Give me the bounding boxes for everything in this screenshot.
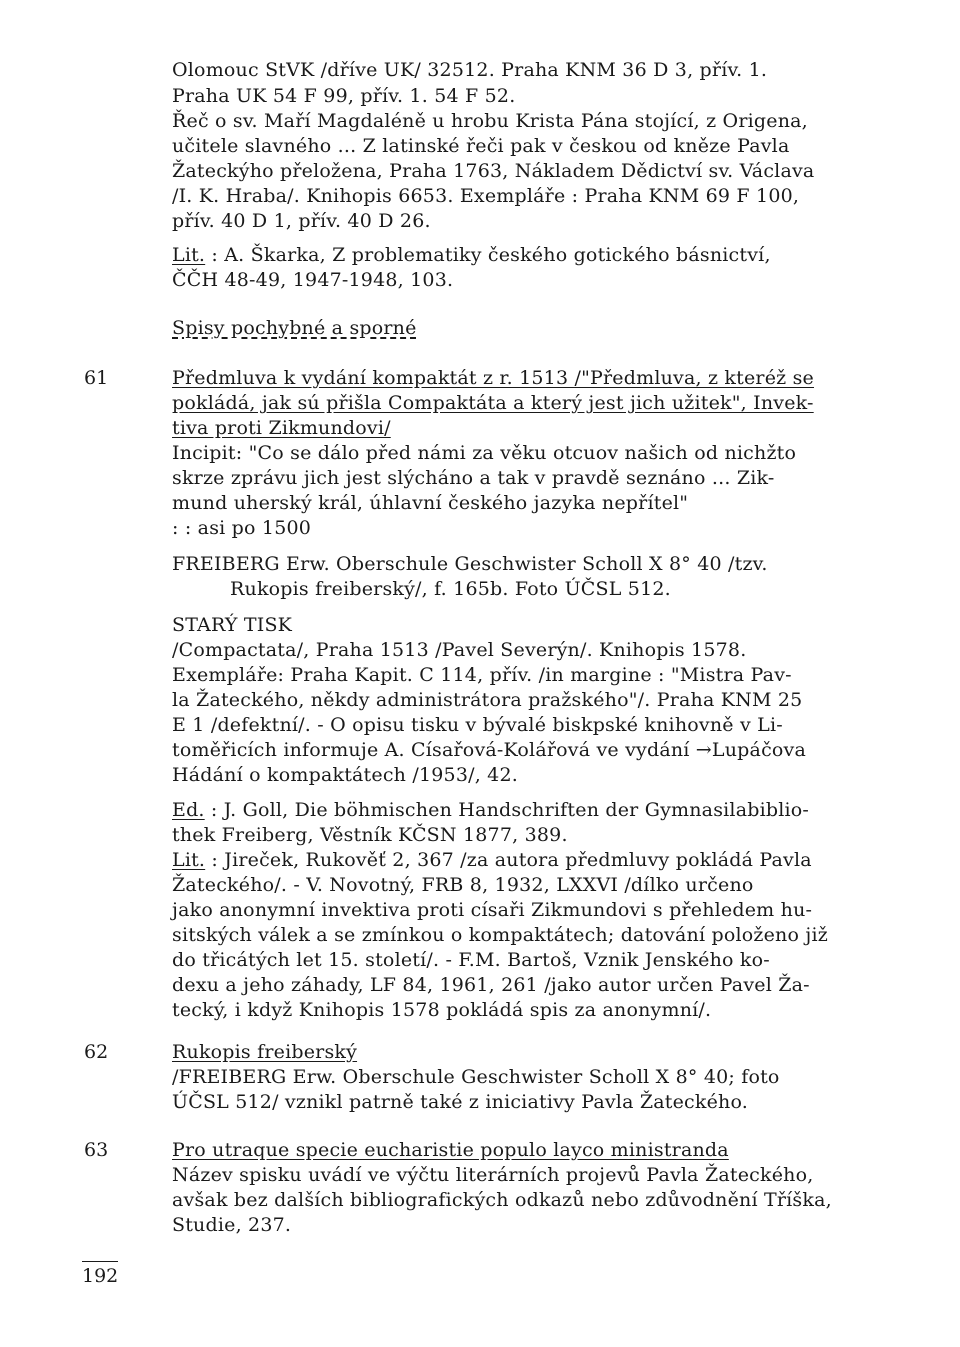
text-line: Název spisku uvádí ve výčtu literárních projevů Pavla Žateckého,	[172, 1164, 814, 1186]
text-line: ÚČSL 512/ vznikl patrně také z iniciativy Pavla Žateckého.	[172, 1091, 749, 1113]
dating-line: : : asi po 1500	[172, 517, 312, 539]
text-line: ČČH 48-49, 1947-1948, 103.	[172, 269, 454, 291]
ed-label: Ed.	[172, 799, 205, 821]
print-line: E 1 /defektní/. - O opisu tisku v bývalé biskpské knihovně v Li-	[172, 714, 783, 736]
edition-line: thek Freiberg, Věstník KČSN 1877, 389.	[172, 824, 568, 846]
entry-title: tiva proti Zikmundovi/	[172, 417, 391, 439]
text-line: /I. K. Hraba/. Knihopis 6653. Exempláře : Praha KNM 69 F 100,	[172, 185, 800, 207]
entry-title: pokládá, jak sú přišla Compaktáta a který jest jich užitek", Invek-	[172, 392, 814, 414]
incipit-line: mund uherský král, úhlavní českého jazyka nepřítel"	[172, 492, 689, 514]
text-line: Praha UK 54 F 99, přív. 1. 54 F 52.	[172, 85, 516, 107]
lit-label: Lit.	[172, 244, 206, 266]
text-line: Žateckýho přeložena, Praha 1763, Nákladem Dědictví sv. Václava	[172, 160, 815, 182]
print-line: Hádání o kompaktátech /1953/, 42.	[172, 764, 519, 786]
text-line: avšak bez dalších bibliografických odkazů nebo zdůvodnění Tříška,	[172, 1189, 832, 1211]
print-line: /Compactata/, Praha 1513 /Pavel Severýn/. Knihopis 1578.	[172, 639, 747, 661]
text-line: Studie, 237.	[172, 1214, 292, 1236]
entry-title: Rukopis freiberský	[172, 1041, 358, 1063]
print-line: toměřicích informuje A. Císařová-Kolářová ve vydání →Lupáčova	[172, 739, 807, 761]
text-line: Řeč o sv. Maří Magdaléně u hrobu Krista Pána stojící, z Origena,	[172, 110, 808, 132]
literature-line: do třicátých let 15. století/. - F.M. Bartoš, Vznik Jenského ko-	[172, 949, 770, 971]
entry-title: Předmluva k vydání kompaktát z r. 1513 /"Předmluva, z kteréž se	[172, 367, 814, 389]
text-line: /FREIBERG Erw. Oberschule Geschwister Scholl X 8° 40; foto	[172, 1066, 780, 1088]
edition-line: Ed. : J. Goll, Die böhmischen Handschriften der Gymnasilabiblio-	[172, 799, 810, 821]
entry-number: 63	[84, 1139, 109, 1161]
text-line: Olomouc StVK /dříve UK/ 32512. Praha KNM 36 D 3, přív. 1.	[172, 59, 768, 81]
print-heading: STARÝ TISK	[172, 614, 293, 636]
manuscript-line: Rukopis freiberský/, f. 165b. Foto ÚČSL 512.	[230, 578, 671, 600]
entry-title: Pro utraque specie eucharistie populo layco ministranda	[172, 1139, 729, 1161]
lit-text: : A. Škarka, Z problematiky českého gotického básnictví,	[205, 244, 771, 266]
text-line: přív. 40 D 1, přív. 40 D 26.	[172, 210, 431, 232]
print-line: Exempláře: Praha Kapit. C 114, přív. /in margine : "Mistra Pav-	[172, 664, 792, 686]
literature-line	[172, 243, 771, 268]
literature-line: dexu a jeho záhady, LF 84, 1961, 261 /jako autor určen Pavel Ža-	[172, 974, 810, 996]
manuscript-line: FREIBERG Erw. Oberschule Geschwister Scholl X 8° 40 /tzv.	[172, 553, 768, 575]
incipit-line: Incipit: "Co se dálo před námi za věku otcuov našich od nichžto	[172, 442, 797, 464]
entry-number: 62	[84, 1041, 109, 1063]
incipit-line: skrze zprávu jich jest slýcháno a tak v pravdě seznáno ... Zik-	[172, 467, 775, 489]
lit-label: Lit.	[172, 849, 206, 871]
print-line: la Žateckého, někdy administrátora pražského"/. Praha KNM 25	[172, 689, 803, 711]
literature-line: jako anonymní invektiva proti císaři Zikmundovi s přehledem hu-	[172, 899, 813, 921]
text-line: učitele slavného ... Z latinské řeči pak v českou od kněze Pavla	[172, 135, 790, 157]
literature-line: sitských válek a se zmínkou o kompaktátech; datování položeno již	[172, 924, 828, 946]
literature-line: tecký, i když Knihopis 1578 pokládá spis za anonymní/.	[172, 999, 712, 1021]
literature-line: Lit. : Jireček, Rukověť 2, 367 /za autora předmluvy pokládá Pavla	[172, 849, 812, 871]
section-heading: Spisy pochybné a sporné	[172, 317, 417, 339]
page-number: 192	[82, 1261, 118, 1289]
literature-line: Žateckého/. - V. Novotný, FRB 8, 1932, LXXVI /dílko určeno	[172, 874, 754, 896]
entry-number: 61	[84, 367, 109, 389]
